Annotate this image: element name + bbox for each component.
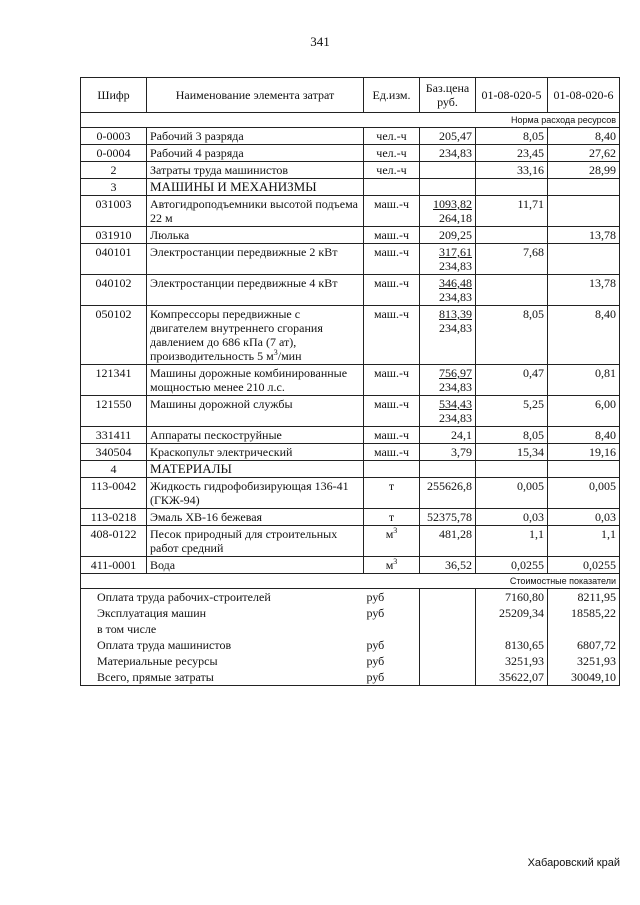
operator-wage-price: 234,83 — [439, 380, 472, 394]
cell-col-a: 33,16 — [476, 162, 548, 179]
cell-name: Рабочий 4 разряда — [147, 145, 364, 162]
summary-unit: руб — [364, 669, 420, 686]
cell-col-b: 0,81 — [548, 365, 620, 396]
cell-col-b: 8,40 — [548, 427, 620, 444]
header-unit: Ед.изм. — [364, 78, 420, 113]
summary-spacer — [420, 589, 476, 606]
section-2-row — [81, 162, 620, 179]
table-row — [81, 306, 620, 365]
cell-code: 340504 — [81, 444, 147, 461]
cell-name: Аппараты пескоструйные — [147, 427, 364, 444]
table-header-row — [81, 78, 620, 113]
summary-col-a: 8130,65 — [476, 637, 548, 653]
resource-norm-table — [80, 77, 620, 686]
cell-col-b — [548, 179, 620, 196]
cell-col-a — [476, 179, 548, 196]
cell-unit — [364, 179, 420, 196]
table-row — [81, 365, 620, 396]
cell-price: 205,47 — [420, 128, 476, 145]
cell-unit: маш.-ч — [364, 427, 420, 444]
cell-price — [420, 275, 476, 306]
summary-col-b — [548, 621, 620, 637]
cell-unit: т — [364, 509, 420, 526]
section-title: МАШИНЫ И МЕХАНИЗМЫ — [147, 179, 364, 196]
base-price: 813,39 — [439, 307, 472, 321]
cell-name: Вода — [147, 557, 364, 574]
summary-row — [81, 589, 620, 606]
cell-code: 031003 — [81, 196, 147, 227]
cell-col-b — [548, 244, 620, 275]
operator-wage-price: 234,83 — [439, 321, 472, 335]
cell-price — [420, 306, 476, 365]
cell-col-b: 13,78 — [548, 275, 620, 306]
cell-col-a: 8,05 — [476, 306, 548, 365]
operator-wage-price: 234,83 — [439, 290, 472, 304]
section-title: МАТЕРИАЛЫ — [147, 461, 364, 478]
cell-col-a — [476, 275, 548, 306]
cell-col-b: 28,99 — [548, 162, 620, 179]
base-price: 756,97 — [439, 366, 472, 380]
table-row — [81, 275, 620, 306]
cell-code: 040101 — [81, 244, 147, 275]
cell-price — [420, 444, 476, 461]
cell-col-a: 15,34 — [476, 444, 548, 461]
base-price: 534,43 — [439, 397, 472, 411]
cell-col-b: 0,005 — [548, 478, 620, 509]
summary-col-a: 3251,93 — [476, 653, 548, 669]
subheader-cost: Стоимостные показатели — [81, 574, 620, 589]
cell-col-a: 23,45 — [476, 145, 548, 162]
summary-row — [81, 605, 620, 621]
summary-col-b: 3251,93 — [548, 653, 620, 669]
cell-name: Рабочий 3 разряда — [147, 128, 364, 145]
table-row — [81, 509, 620, 526]
cell-name: Краскопульт электрический — [147, 444, 364, 461]
cell-unit: маш.-ч — [364, 244, 420, 275]
cell-col-b: 6,00 — [548, 396, 620, 427]
cell-name: Электростанции передвижные 2 кВт — [147, 244, 364, 275]
cell-name: Люлька — [147, 227, 364, 244]
cell-col-b: 0,0255 — [548, 557, 620, 574]
summary-label: Материальные ресурсы — [81, 653, 364, 669]
cell-code: 113-0218 — [81, 509, 147, 526]
subheader-cost-row — [81, 574, 620, 589]
summary-spacer — [420, 621, 476, 637]
summary-col-a: 25209,34 — [476, 605, 548, 621]
cell-unit: маш.-ч — [364, 227, 420, 244]
cell-col-a: 0,005 — [476, 478, 548, 509]
cell-name: Машины дорожные комбинированные мощностью менее 210 л.с. — [147, 365, 364, 396]
cell-col-b: 19,16 — [548, 444, 620, 461]
cell-price — [420, 227, 476, 244]
cell-col-b — [548, 461, 620, 478]
subheader-norm-row — [81, 113, 620, 128]
base-price: 3,79 — [451, 445, 472, 459]
cell-unit: маш.-ч — [364, 275, 420, 306]
footer-region: Хабаровский край — [527, 857, 620, 869]
table-row — [81, 196, 620, 227]
cell-unit: маш.-ч — [364, 196, 420, 227]
subheader-norm: Норма расхода ресурсов — [81, 113, 620, 128]
cell-price: 234,83 — [420, 145, 476, 162]
operator-wage-price: 234,83 — [439, 259, 472, 273]
cell-code: 040102 — [81, 275, 147, 306]
cell-name: Автогидроподъемники высотой подъема 22 м — [147, 196, 364, 227]
cell-unit: маш.-ч — [364, 444, 420, 461]
summary-spacer — [420, 669, 476, 686]
summary-unit: руб — [364, 653, 420, 669]
table-row — [81, 227, 620, 244]
cell-col-b: 13,78 — [548, 227, 620, 244]
cell-code: 331411 — [81, 427, 147, 444]
cell-col-a: 5,25 — [476, 396, 548, 427]
cell-col-b — [548, 196, 620, 227]
cell-name: Электростанции передвижные 4 кВт — [147, 275, 364, 306]
cell-col-a — [476, 461, 548, 478]
cell-col-b: 27,62 — [548, 145, 620, 162]
base-price: 346,48 — [439, 276, 472, 290]
table-row — [81, 427, 620, 444]
cell-col-b: 8,40 — [548, 306, 620, 365]
cell-code: 408-0122 — [81, 526, 147, 557]
summary-spacer — [420, 653, 476, 669]
operator-wage-price: 234,83 — [439, 411, 472, 425]
summary-row — [81, 621, 620, 637]
cell-price — [420, 244, 476, 275]
operator-wage-price: 264,18 — [439, 211, 472, 225]
table-row — [81, 526, 620, 557]
cell-unit: чел.-ч — [364, 128, 420, 145]
summary-row — [81, 653, 620, 669]
cell-unit — [364, 461, 420, 478]
cell-price: 52375,78 — [420, 509, 476, 526]
cell-code: 121550 — [81, 396, 147, 427]
table-row — [81, 478, 620, 509]
cell-price: 36,52 — [420, 557, 476, 574]
table-row — [81, 557, 620, 574]
cell-unit: $м^3$ — [364, 557, 420, 574]
page-number: 341 — [310, 34, 330, 49]
summary-unit — [364, 621, 420, 637]
table-row — [81, 396, 620, 427]
header-col-b: 01-08-020-6 — [548, 78, 620, 113]
header-code: Шифр — [81, 78, 147, 113]
table-row — [81, 128, 620, 145]
summary-col-a: 35622,07 — [476, 669, 548, 686]
table-row — [81, 244, 620, 275]
cell-code: 113-0042 — [81, 478, 147, 509]
cell-price — [420, 179, 476, 196]
cell-unit: маш.-ч — [364, 396, 420, 427]
cell-price — [420, 461, 476, 478]
cell-unit: чел.-ч — [364, 162, 420, 179]
section-3-row — [81, 179, 620, 196]
cell-name: Компрессоры передвижные с двигателем внутреннего сгорания давлением до 686 кПа (7 ат), производительность 5 $м^3$/мин — [147, 306, 364, 365]
cell-col-a: 1,1 — [476, 526, 548, 557]
header-col-a: 01-08-020-5 — [476, 78, 548, 113]
cell-price — [420, 162, 476, 179]
summary-label: Оплата труда машинистов — [81, 637, 364, 653]
cell-unit: маш.-ч — [364, 306, 420, 365]
cell-col-a: 0,47 — [476, 365, 548, 396]
summary-spacer — [420, 637, 476, 653]
section-number: 4 — [81, 461, 147, 478]
cell-name: Жидкость гидрофобизирующая 136-41 (ГКЖ-94) — [147, 478, 364, 509]
summary-col-a: 7160,80 — [476, 589, 548, 606]
cell-price: 255626,8 — [420, 478, 476, 509]
summary-label: в том числе — [81, 621, 364, 637]
base-price: 1093,82 — [433, 197, 472, 211]
summary-col-b: 30049,10 — [548, 669, 620, 686]
cell-price — [420, 365, 476, 396]
cell-col-a: 8,05 — [476, 128, 548, 145]
cell-price — [420, 196, 476, 227]
base-price: 209,25 — [439, 228, 472, 242]
cell-col-a: 7,68 — [476, 244, 548, 275]
cell-col-a: 11,71 — [476, 196, 548, 227]
section-4-row — [81, 461, 620, 478]
cell-name: Песок природный для строительных работ средний — [147, 526, 364, 557]
cell-name: Эмаль ХВ-16 бежевая — [147, 509, 364, 526]
base-price: 24,1 — [451, 428, 472, 442]
cell-code: 411-0001 — [81, 557, 147, 574]
cell-col-b: 8,40 — [548, 128, 620, 145]
cell-price — [420, 427, 476, 444]
summary-unit: руб — [364, 605, 420, 621]
cell-col-b: 0,03 — [548, 509, 620, 526]
cell-code: 031910 — [81, 227, 147, 244]
cell-code: 0-0004 — [81, 145, 147, 162]
summary-unit: руб — [364, 589, 420, 606]
cell-code: 0-0003 — [81, 128, 147, 145]
cell-col-a: 0,03 — [476, 509, 548, 526]
cell-col-a: 8,05 — [476, 427, 548, 444]
cell-col-b: 1,1 — [548, 526, 620, 557]
summary-col-b: 8211,95 — [548, 589, 620, 606]
header-price: Баз.цена руб. — [420, 78, 476, 113]
cell-code: 121341 — [81, 365, 147, 396]
table-row — [81, 145, 620, 162]
summary-label: Оплата труда рабочих-строителей — [81, 589, 364, 606]
cell-name: Машины дорожной службы — [147, 396, 364, 427]
summary-col-a — [476, 621, 548, 637]
cell-code: 050102 — [81, 306, 147, 365]
cell-unit: маш.-ч — [364, 365, 420, 396]
cell-unit: $м^3$ — [364, 526, 420, 557]
cell-unit: т — [364, 478, 420, 509]
cell-unit: чел.-ч — [364, 145, 420, 162]
summary-col-b: 18585,22 — [548, 605, 620, 621]
cell-col-a: 0,0255 — [476, 557, 548, 574]
cell-price: 481,28 — [420, 526, 476, 557]
summary-row — [81, 637, 620, 653]
summary-row — [81, 669, 620, 686]
summary-unit: руб — [364, 637, 420, 653]
header-name: Наименование элемента затрат — [147, 78, 364, 113]
table-body — [81, 113, 620, 686]
section-number: 3 — [81, 179, 147, 196]
cell-col-a — [476, 227, 548, 244]
table-row — [81, 444, 620, 461]
cell-price — [420, 396, 476, 427]
cell-name: Затраты труда машинистов — [147, 162, 364, 179]
base-price: 317,61 — [439, 245, 472, 259]
summary-label: Эксплуатация машин — [81, 605, 364, 621]
summary-label: Всего, прямые затраты — [81, 669, 364, 686]
summary-col-b: 6807,72 — [548, 637, 620, 653]
section-number: 2 — [81, 162, 147, 179]
summary-spacer — [420, 605, 476, 621]
